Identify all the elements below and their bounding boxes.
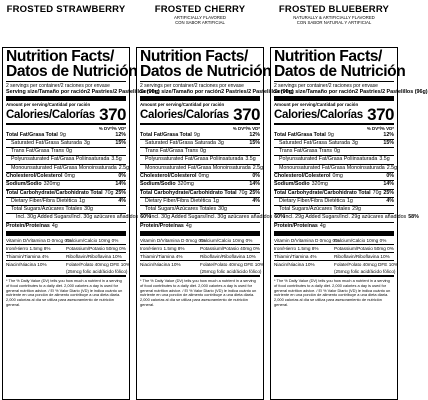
- nutrient-row: [274, 139, 394, 147]
- vitamin-cell: Calcium/Calcio 10mg 0%: [200, 238, 253, 244]
- nutrient-amount: 0g: [66, 148, 72, 155]
- nutrient-label: Total Sugars/Azúcares Totales: [11, 206, 83, 213]
- flavor-headers: [0, 0, 400, 44]
- nutrient-label: Trans Fat/Grasa Trans: [279, 148, 333, 155]
- nutrient-label: Polyunsaturated Fat/Grasa Poliinsaturada: [279, 156, 378, 163]
- nutrient-amount: 70g: [372, 189, 382, 196]
- nutrition-title-es: Datos de Nutrición: [274, 62, 406, 80]
- nutrient-label: Protein/Proteínas: [140, 222, 184, 229]
- nutrition-title-es: Datos de Nutrición: [140, 62, 272, 80]
- nutrient-label: Total Fat/Grasa Total: [140, 131, 192, 138]
- flavor-name: FROSTED BLUEBERRY: [278, 4, 390, 15]
- vitamin-cell: Folate/Folato 40mcg DFE 10%: [334, 262, 399, 268]
- nutrient-row: [140, 164, 264, 172]
- nutrient-row: [6, 222, 126, 230]
- flavor-sub-1: ARTIFICIALLY FLAVORED: [174, 15, 226, 20]
- nutrient-row: [274, 132, 394, 139]
- nutrient-amount: 3g: [217, 139, 224, 146]
- nutrient-label: Monounsaturated Fat/Grasa Monoinsaturada: [145, 164, 251, 171]
- servings-per-container: 2 servings per container/2 raciones por envase: [140, 82, 244, 89]
- nutrient-amount: 70g: [104, 189, 114, 196]
- nutrient-daily-value: 0%: [386, 172, 394, 179]
- serving-size-label: Serving size/Tamaño por ración: [274, 88, 356, 95]
- nutrient-row: [140, 197, 260, 205]
- nutrient-amount: 3g: [351, 139, 358, 146]
- nutrient-label: Sodium/Sodio: [6, 181, 42, 188]
- nutrient-rows: [140, 131, 285, 231]
- nutrient-amount: 320mg: [177, 181, 194, 188]
- nutrient-amount: 4g: [51, 222, 58, 229]
- nutrient-label: Total Sugars/Azúcares Totales: [145, 206, 217, 213]
- daily-value-header: % DV*/% VD*: [366, 125, 394, 131]
- nutrient-row: [274, 189, 394, 197]
- vitamin-row: [274, 237, 394, 244]
- vitamin-row: [6, 244, 126, 252]
- nutrient-label: Protein/Proteínas: [274, 222, 318, 229]
- nutrient-daily-value: 4%: [118, 197, 126, 204]
- nutrient-daily-value: 25%: [115, 189, 126, 196]
- vitamin-cell: Potassium/Potasio 50mg 0%: [334, 246, 394, 252]
- serving-size-row: [140, 88, 294, 96]
- vitamin-cell: [274, 268, 334, 275]
- nutrient-label: Polyunsaturated Fat/Grasa Poliinsaturada: [11, 156, 110, 163]
- nutrient-daily-value: 0%: [118, 172, 126, 179]
- nutrient-amount: 2.5g: [386, 164, 398, 171]
- nutrition-title-en: Nutrition Facts/: [6, 48, 114, 65]
- nutrient-label: Dietary Fiber/Fibra Dietética: [11, 197, 77, 204]
- nutrient-amount: 0g: [200, 148, 206, 155]
- nutrition-title-es: Datos de Nutrición: [6, 62, 138, 80]
- calories-value: 370: [233, 104, 260, 124]
- nutrient-row: [274, 164, 398, 172]
- servings-per-container: 2 servings per container/2 raciones por envase: [274, 82, 378, 89]
- daily-value-footnote: * The % Daily Value (DV) tells you how much a nutrient in a serving of food contributes to a daily diet. 2,000 calories a day is used for general nutrition advice. / El % Valor Diario (VD) le indica cuánto un nutriente en una porción de alimento contribuye a una dieta diaria. 2,000 calorías al día se utiliza para asesoramiento de nutrición general.: [6, 278, 123, 308]
- nutrient-rows: [274, 131, 419, 231]
- nutrient-amount: 320mg: [43, 181, 60, 188]
- nutrient-amount: 0g: [334, 148, 340, 155]
- nutrient-label: Monounsaturated Fat/Grasa Monoinsaturada: [279, 164, 385, 171]
- nutrient-row: [140, 139, 260, 147]
- nutrient-label: Trans Fat/Grasa Trans: [145, 148, 199, 155]
- vitamin-row: [274, 252, 394, 260]
- nutrient-label: Cholesterol/Colesterol: [6, 172, 63, 179]
- vitamin-cell: Folate/Folato 40mcg DFE 10%: [66, 262, 131, 268]
- nutrient-row: [140, 222, 260, 230]
- nutrient-daily-value: 4%: [252, 197, 260, 204]
- vitamin-row: [140, 260, 265, 268]
- vitamin-cell: Iron/Hierro 1.5mg 8%: [274, 246, 319, 252]
- nutrient-label: Incl. 30g Added Sugars/Incl. 30g azúcares añadidos: [150, 214, 273, 221]
- nutrient-amount: 0mg: [198, 172, 209, 179]
- vitamin-row: [6, 252, 126, 260]
- nutrient-label: Sodium/Sodio: [140, 181, 176, 188]
- nutrient-row: [140, 189, 260, 197]
- flavor-sub-2: CON SABOR ARTIFICIAL: [175, 20, 225, 25]
- nutrient-amount: 0mg: [332, 172, 343, 179]
- nutrient-daily-value: 60%: [274, 214, 285, 221]
- vitamin-cell: Thiamin/Tiamina 4%: [6, 254, 49, 260]
- vitamin-rows: [140, 237, 265, 275]
- nutrient-daily-value: 14%: [383, 181, 394, 188]
- nutrient-label: Saturated Fat/Grasa Saturada: [145, 139, 216, 146]
- vitamin-row: [274, 268, 394, 275]
- vitamin-cell: (25mcg folic acid/ácido fólico): [200, 269, 262, 275]
- nutrient-label: Total Sugars/Azúcares Totales: [279, 206, 351, 213]
- nutrient-label: Saturated Fat/Grasa Saturada: [279, 139, 350, 146]
- nutrient-rows: [6, 131, 151, 231]
- nutrient-row: [140, 205, 260, 213]
- vitamin-cell: [6, 268, 66, 275]
- vitamin-cell: (25mcg folic acid/ácido fólico): [66, 269, 128, 275]
- vitamin-cell: Riboflavin/Riboflavina 10%: [334, 254, 390, 260]
- nutrient-label: Total Fat/Grasa Total: [274, 131, 326, 138]
- amount-per-serving: Amount per serving/Cantidad por ración: [6, 102, 91, 107]
- nutrient-row: [140, 172, 260, 180]
- amount-per-serving: Amount per serving/Cantidad por ración: [140, 102, 225, 107]
- nutrient-row: [140, 180, 260, 188]
- nutrient-amount: 1g: [346, 197, 353, 204]
- amount-per-serving: Amount per serving/Cantidad por ración: [274, 102, 359, 107]
- nutrient-amount: 2.5g: [252, 164, 264, 171]
- vitamin-row: [274, 260, 399, 268]
- daily-value-header: % DV*/% VD*: [232, 125, 260, 131]
- vitamin-row: [6, 260, 131, 268]
- nutrient-daily-value: 14%: [115, 181, 126, 188]
- nutrient-daily-value: 15%: [115, 139, 126, 146]
- calories-label: Calories/Calorías: [140, 108, 229, 121]
- nutrient-daily-value: 25%: [383, 189, 394, 196]
- serving-size-label: Serving size/Tamaño por ración: [6, 88, 88, 95]
- flavor-header-blueberry: [270, 4, 398, 25]
- vitamin-cell: Potassium/Potasio 50mg 0%: [66, 246, 126, 252]
- serving-size-row: [274, 88, 428, 96]
- vitamin-cell: Folate/Folato 40mcg DFE 10%: [200, 262, 265, 268]
- nutrient-amount: 1g: [212, 197, 219, 204]
- nutrient-row: [6, 172, 126, 180]
- nutrient-amount: 29g: [352, 206, 361, 213]
- nutrient-label: Cholesterol/Colesterol: [140, 172, 197, 179]
- vitamin-cell: (25mcg folic acid/ácido fólico): [334, 269, 396, 275]
- nutrition-panel-blueberry: [270, 47, 428, 400]
- vitamin-cell: Niacin/Niacina 10%: [140, 262, 181, 268]
- nutrient-amount: 320mg: [311, 181, 328, 188]
- vitamin-cell: Calcium/Calcio 10mg 0%: [66, 238, 119, 244]
- nutrient-daily-value: 25%: [249, 189, 260, 196]
- nutrient-amount: 3.5g: [245, 156, 256, 163]
- vitamin-rows: [274, 237, 399, 275]
- vitamin-rows: [6, 237, 131, 275]
- serving-size-label: Serving size/Tamaño por ración: [140, 88, 222, 95]
- nutrient-row: [6, 197, 126, 205]
- nutrient-label: Protein/Proteínas: [6, 222, 50, 229]
- nutrient-amount: 3.5g: [111, 156, 122, 163]
- nutrient-label: Polyunsaturated Fat/Grasa Poliinsaturada: [145, 156, 244, 163]
- vitamin-cell: Vitamin D/Vitamina D 0mcg 0%: [274, 238, 340, 244]
- nutrition-panel-cherry: [136, 47, 294, 400]
- nutrient-row: [6, 139, 126, 147]
- flavor-name: FROSTED STRAWBERRY: [6, 4, 126, 15]
- nutrient-label: Total Carbohydrate/Carbohidrato Total: [140, 189, 237, 196]
- nutrient-label: Cholesterol/Colesterol: [274, 172, 331, 179]
- nutrient-daily-value: 15%: [249, 139, 260, 146]
- nutrient-row: [274, 222, 394, 230]
- nutrition-title-en: Nutrition Facts/: [140, 48, 248, 65]
- vitamin-cell: Iron/Hierro 1.5mg 8%: [6, 246, 51, 252]
- nutrient-row: [274, 213, 419, 221]
- nutrient-row: [140, 147, 260, 155]
- nutrient-daily-value: 12%: [115, 131, 126, 138]
- nutrient-row: [6, 213, 151, 221]
- nutrient-label: Total Carbohydrate/Carbohidrato Total: [274, 189, 371, 196]
- nutrient-label: Dietary Fiber/Fibra Dietética: [279, 197, 345, 204]
- nutrient-daily-value: 15%: [383, 139, 394, 146]
- vitamin-row: [140, 244, 260, 252]
- vitamin-cell: Calcium/Calcio 10mg 0%: [334, 238, 387, 244]
- nutrient-daily-value: 60%: [140, 214, 151, 221]
- vitamin-row: [140, 252, 260, 260]
- nutrient-row: [274, 155, 394, 163]
- nutrient-amount: 9g: [193, 131, 200, 138]
- flavor-sub-2: CON SABOR NATURAL Y ARTIFICIAL: [296, 20, 372, 25]
- nutrient-amount: 4g: [185, 222, 192, 229]
- nutrient-amount: 9g: [59, 131, 66, 138]
- nutrient-amount: 9g: [327, 131, 334, 138]
- vitamin-cell: Vitamin D/Vitamina D 0mcg 0%: [6, 238, 72, 244]
- nutrient-daily-value: 14%: [249, 181, 260, 188]
- nutrient-row: [274, 180, 394, 188]
- nutrient-label: Incl. 30g Added Sugars/Incl. 30g azúcares añadidos: [16, 214, 139, 221]
- calories-value: 370: [367, 104, 394, 124]
- daily-value-header: % DV*/% VD*: [98, 125, 126, 131]
- nutrient-amount: 3.5g: [379, 156, 390, 163]
- nutrient-row: [6, 147, 126, 155]
- flavor-sub-1: NATURALLY & ARTIFICIALLY FLAVORED: [293, 15, 375, 20]
- serving-size-value: 2 Pastries/2 Pastelillos (96g): [87, 88, 160, 95]
- vitamin-cell: [140, 268, 200, 275]
- nutrient-label: Saturated Fat/Grasa Saturada: [11, 139, 82, 146]
- nutrition-panel-strawberry: [2, 47, 160, 400]
- vitamin-cell: Vitamin D/Vitamina D 0mcg 0%: [140, 238, 206, 244]
- nutrient-row: [140, 213, 285, 221]
- vitamin-row: [6, 237, 126, 244]
- nutrient-row: [274, 197, 394, 205]
- servings-per-container: 2 servings per container/2 raciones por envase: [6, 82, 110, 89]
- nutrient-row: [274, 205, 394, 213]
- nutrient-row: [6, 205, 126, 213]
- nutrient-row: [140, 155, 260, 163]
- nutrient-row: [6, 164, 130, 172]
- nutrient-row: [6, 180, 126, 188]
- nutrition-title-en: Nutrition Facts/: [274, 48, 382, 65]
- nutrient-row: [6, 155, 126, 163]
- vitamin-cell: Niacin/Niacina 10%: [6, 262, 47, 268]
- nutrient-label: Sodium/Sodio: [274, 181, 310, 188]
- nutrient-row: [274, 172, 394, 180]
- vitamin-cell: Thiamin/Tiamina 4%: [140, 254, 183, 260]
- nutrient-amount: 3g: [83, 139, 90, 146]
- nutrient-amount: 0mg: [64, 172, 75, 179]
- vitamin-cell: Thiamin/Tiamina 4%: [274, 254, 317, 260]
- nutrient-amount: 30g: [84, 206, 93, 213]
- calories-label: Calories/Calorías: [6, 108, 95, 121]
- serving-size-row: [6, 88, 160, 96]
- vitamin-row: [140, 237, 260, 244]
- daily-value-footnote: * The % Daily Value (DV) tells you how much a nutrient in a serving of food contributes to a daily diet. 2,000 calories a day is used for general nutrition advice. / El % Valor Diario (VD) le indica cuánto un nutriente en una porción de alimento contribuye a una dieta diaria. 2,000 calorías al día se utiliza para asesoramiento de nutrición general.: [274, 278, 391, 308]
- nutrient-amount: 70g: [238, 189, 248, 196]
- nutrient-amount: 2.5g: [118, 164, 130, 171]
- vitamin-cell: Riboflavin/Riboflavina 10%: [200, 254, 256, 260]
- nutrient-row: [6, 189, 126, 197]
- vitamin-cell: Riboflavin/Riboflavina 10%: [66, 254, 122, 260]
- calories-label: Calories/Calorías: [274, 108, 363, 121]
- vitamin-row: [6, 268, 126, 275]
- serving-size-value: 2 Pastries/2 Pastelillos (96g): [355, 88, 428, 95]
- vitamin-cell: Iron/Hierro 1.5mg 8%: [140, 246, 185, 252]
- nutrient-label: Trans Fat/Grasa Trans: [11, 148, 65, 155]
- nutrient-amount: 30g: [218, 206, 227, 213]
- nutrient-amount: 4g: [319, 222, 326, 229]
- flavor-header-cherry: [136, 4, 264, 25]
- daily-value-footnote: * The % Daily Value (DV) tells you how much a nutrient in a serving of food contributes to a daily diet. 2,000 calories a day is used for general nutrition advice. / El % Valor Diario (VD) le indica cuánto un nutriente en una porción de alimento contribuye a una dieta diaria. 2,000 calorías al día se utiliza para asesoramiento de nutrición general.: [140, 278, 257, 308]
- nutrient-row: [274, 147, 394, 155]
- nutrient-label: Dietary Fiber/Fibra Dietética: [145, 197, 211, 204]
- vitamin-cell: Niacin/Niacina 10%: [274, 262, 315, 268]
- nutrient-row: [6, 132, 126, 139]
- nutrient-daily-value: 4%: [386, 197, 394, 204]
- nutrient-label: Incl. 29g Added Sugars/Incl. 29g azúcares añadidos: [284, 214, 407, 221]
- nutrient-label: Total Carbohydrate/Carbohidrato Total: [6, 189, 103, 196]
- nutrient-daily-value: 0%: [252, 172, 260, 179]
- nutrient-label: Total Fat/Grasa Total: [6, 131, 58, 138]
- nutrient-daily-value: 12%: [383, 131, 394, 138]
- vitamin-cell: Potassium/Potasio 40mg 0%: [200, 246, 260, 252]
- nutrient-amount: 1g: [78, 197, 85, 204]
- vitamin-row: [140, 268, 260, 275]
- calories-value: 370: [99, 104, 126, 124]
- serving-size-value: 2 Pastries/2 Pastelillos (96g): [221, 88, 294, 95]
- nutrient-daily-value: 58%: [408, 214, 419, 221]
- nutrient-row: [140, 132, 260, 139]
- flavor-header-strawberry: [2, 4, 130, 15]
- flavor-name: FROSTED CHERRY: [154, 4, 246, 15]
- nutrient-daily-value: 12%: [249, 131, 260, 138]
- nutrient-label: Monounsaturated Fat/Grasa Monoinsaturada: [11, 164, 117, 171]
- vitamin-row: [274, 244, 394, 252]
